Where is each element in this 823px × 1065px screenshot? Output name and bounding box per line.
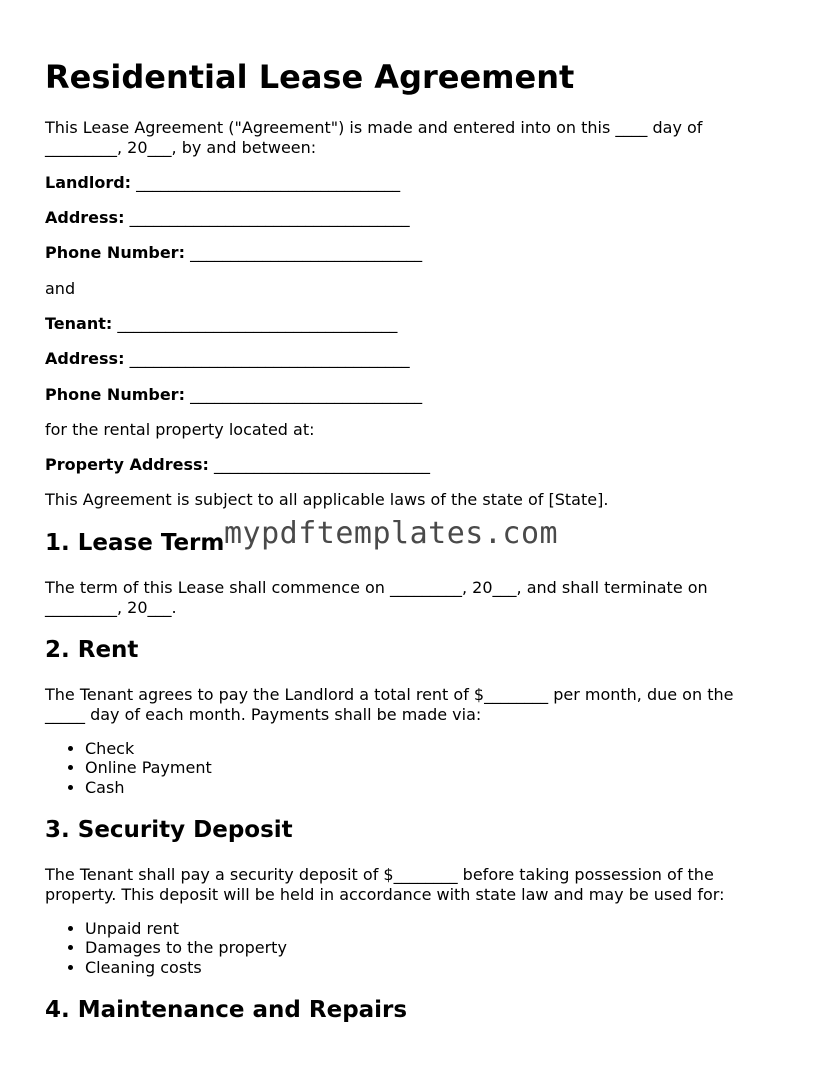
tenant-name-label: Tenant: (45, 314, 113, 333)
watermark-text: mypdftemplates.com (224, 516, 559, 551)
tenant-phone-field (45, 385, 765, 405)
landlord-name-field (45, 173, 765, 193)
landlord-address-field (45, 208, 765, 228)
payment-methods-list (45, 739, 212, 797)
section-heading-rent: 2. Rent (45, 637, 139, 663)
landlord-phone-blank: _____________________________ (190, 243, 423, 262)
lease-term-paragraph (45, 578, 765, 617)
tenant-address-field (45, 349, 765, 369)
landlord-phone-field (45, 243, 765, 263)
property-address-blank: ___________________________ (214, 455, 431, 474)
list-item: • Online Payment (85, 758, 212, 777)
list-item: • Cash (85, 778, 212, 797)
list-item: • Damages to the property (85, 938, 287, 957)
landlord-address-label: Address: (45, 208, 125, 227)
tenant-address-label: Address: (45, 349, 125, 368)
lease-term-line-2: _________, 20___. (45, 597, 177, 617)
list-item: • Unpaid rent (85, 919, 287, 938)
deposit-uses-list (45, 919, 287, 977)
security-deposit-paragraph (45, 865, 765, 904)
security-deposit-line-2: property. This deposit will be held in accordance with state law and may be used for: (45, 884, 725, 904)
tenant-phone-label: Phone Number: (45, 385, 185, 404)
rent-line-1: The Tenant agrees to pay the Landlord a total rent of $________ per month, due on the (45, 685, 734, 704)
laws-paragraph: This Agreement is subject to all applicable laws of the state of [State]. (45, 490, 609, 509)
property-address-label: Property Address: (45, 455, 209, 474)
lease-term-line-1: The term of this Lease shall commence on _________, 20___, and shall terminate on (45, 578, 708, 597)
list-item: • Cleaning costs (85, 958, 287, 977)
landlord-name-blank: _________________________________ (136, 173, 401, 192)
intro-line-1: This Lease Agreement ("Agreement") is made and entered into on this ____ day of (45, 118, 703, 137)
property-intro-text: for the rental property located at: (45, 420, 315, 439)
list-item: • Check (85, 739, 212, 758)
and-text: and (45, 279, 76, 298)
intro-line-2: _________, 20___, by and between: (45, 137, 317, 157)
section-heading-security-deposit: 3. Security Deposit (45, 817, 293, 843)
tenant-phone-blank: _____________________________ (190, 385, 423, 404)
rent-paragraph (45, 685, 765, 724)
tenant-address-blank: ___________________________________ (129, 349, 410, 368)
rent-line-2: _____ day of each month. Payments shall be made via: (45, 704, 482, 724)
landlord-name-label: Landlord: (45, 173, 132, 192)
document-title: Residential Lease Agreement (45, 58, 575, 96)
landlord-address-blank: ___________________________________ (129, 208, 410, 227)
intro-paragraph (45, 118, 765, 157)
section-heading-lease-term: 1. Lease Term (45, 530, 225, 556)
section-heading-maintenance: 4. Maintenance and Repairs (45, 997, 408, 1023)
property-address-field (45, 455, 765, 475)
security-deposit-line-1: The Tenant shall pay a security deposit of $________ before taking possession of the (45, 865, 714, 884)
landlord-phone-label: Phone Number: (45, 243, 185, 262)
tenant-name-blank: ___________________________________ (117, 314, 398, 333)
tenant-name-field (45, 314, 765, 334)
